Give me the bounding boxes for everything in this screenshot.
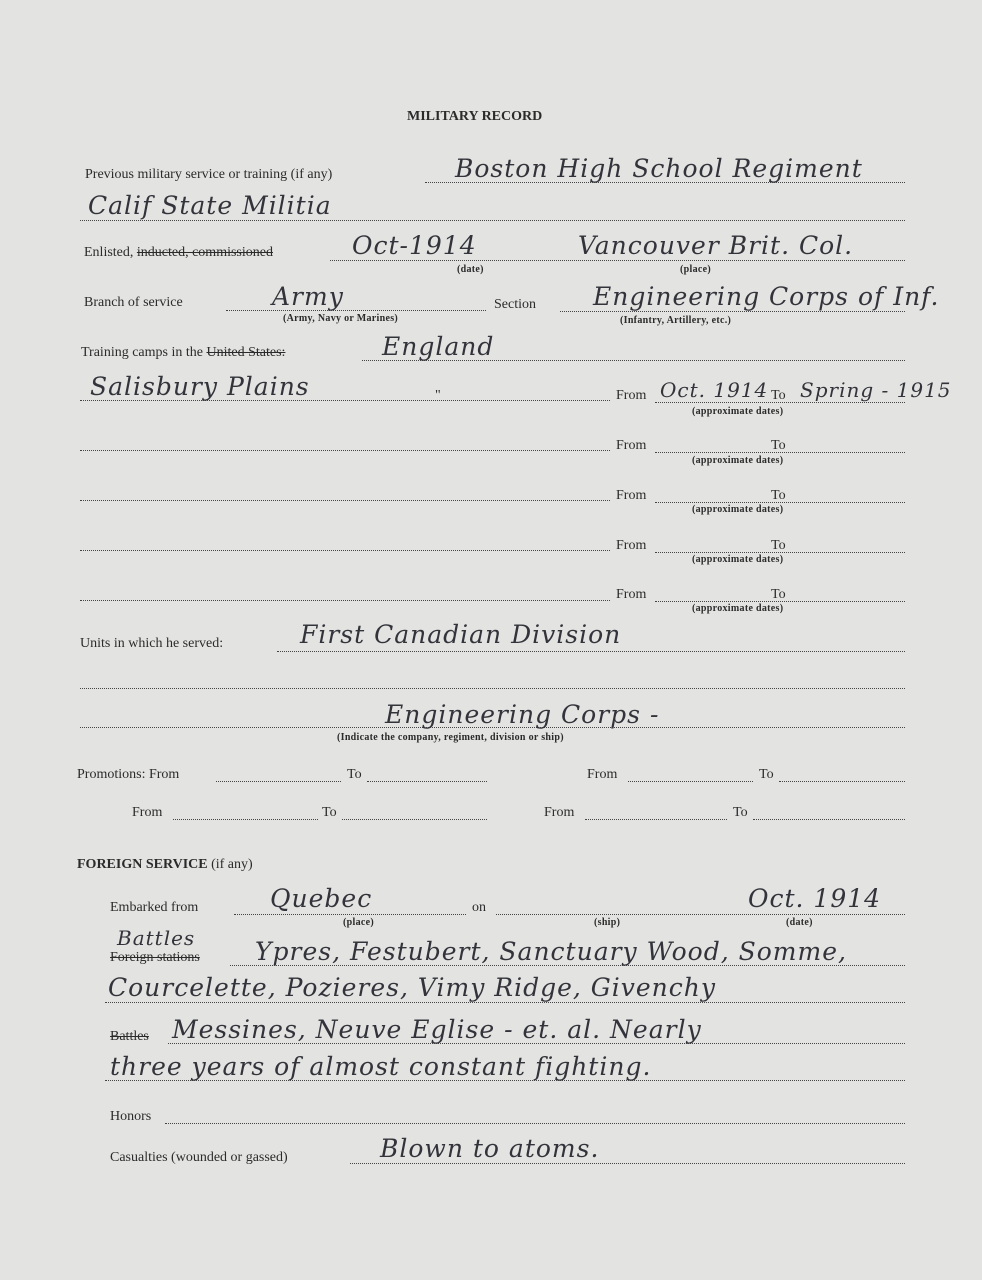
camp-4-from-label: From — [616, 538, 647, 553]
foreign-stations-label: Foreign stations — [110, 950, 200, 965]
battles-entry-4: three years of almost constant fighting. — [110, 1052, 652, 1081]
promotion-from-line-3 — [173, 819, 318, 820]
embarked-ship-date-line — [496, 914, 905, 915]
promotion-to-label-4: To — [733, 805, 748, 820]
ship-caption: (ship) — [594, 917, 621, 928]
form-title: MILITARY RECORD — [407, 109, 543, 124]
branch-line — [226, 310, 486, 311]
embarked-place-caption: (place) — [343, 917, 374, 928]
battles-label: Battles — [110, 1029, 149, 1044]
camp-line-4 — [80, 550, 610, 551]
promotion-to-line-1 — [367, 781, 487, 782]
camp-4-to-label: To — [771, 538, 786, 553]
promotion-to-label-2: To — [759, 767, 774, 782]
approx-dates-caption-3: (approximate dates) — [692, 504, 784, 515]
units-label: Units in which he served: — [80, 636, 224, 651]
camp-1-from-label: From — [616, 388, 647, 403]
foreign-service-heading-suffix: (if any) — [207, 857, 253, 872]
section-line — [560, 311, 905, 312]
embarked-label: Embarked from — [110, 900, 199, 915]
foreign-service-heading-bold: FOREIGN SERVICE — [77, 857, 208, 872]
prev-service-line-2 — [80, 220, 905, 221]
promotion-from-label-2: From — [587, 767, 618, 782]
camp-line-3 — [80, 500, 610, 501]
training-label-prefix: Training camps in the — [81, 345, 207, 360]
units-caption: (Indicate the company, regiment, division or ship) — [337, 732, 564, 743]
camp-3-from-label: From — [616, 488, 647, 503]
camp-line-5 — [80, 600, 610, 601]
units-line-2 — [80, 688, 905, 689]
branch-caption: (Army, Navy or Marines) — [283, 313, 399, 324]
camp-2-to-label: To — [771, 438, 786, 453]
battles-handwritten-label: Battles — [117, 926, 196, 950]
embarked-date-caption: (date) — [786, 917, 813, 928]
casualties-label: Casualties (wounded or gassed) — [110, 1150, 288, 1165]
promotion-to-label-1: To — [347, 767, 362, 782]
embarked-date-entry: Oct. 1914 — [748, 884, 882, 913]
promotion-to-line-2 — [779, 781, 905, 782]
camp-2-from-label: From — [616, 438, 647, 453]
section-entry: Engineering Corps of Inf. — [593, 282, 940, 311]
approx-dates-caption-2: (approximate dates) — [692, 455, 784, 466]
embarked-place-line — [234, 914, 466, 915]
approx-dates-caption-4: (approximate dates) — [692, 554, 784, 565]
prev-service-entry-2: Calif State Militia — [88, 191, 332, 220]
promotion-from-line-1 — [216, 781, 341, 782]
date-caption: (date) — [457, 264, 484, 275]
embarked-place-entry: Quebec — [270, 884, 373, 913]
enlisted-label-prefix: Enlisted, — [84, 245, 137, 260]
units-entry-1: First Canadian Division — [300, 620, 622, 649]
promotion-from-line-4 — [585, 819, 727, 820]
branch-entry: Army — [272, 282, 344, 311]
approx-dates-caption-1: (approximate dates) — [692, 406, 784, 417]
promotion-to-label-3: To — [322, 805, 337, 820]
training-country-entry: England — [382, 332, 495, 361]
units-entry-2: Engineering Corps - — [385, 700, 660, 729]
camp-5-to-label: To — [771, 587, 786, 602]
battles-entry-1: Ypres, Festubert, Sanctuary Wood, Somme, — [255, 937, 847, 966]
honors-line — [165, 1123, 905, 1124]
place-caption: (place) — [680, 264, 711, 275]
enlisted-line — [330, 260, 905, 261]
camp-5-from-label: From — [616, 587, 647, 602]
prev-service-label: Previous military service or training (if any) — [85, 167, 333, 182]
battles-entry-3: Messines, Neuve Eglise - et. al. Nearly — [172, 1015, 702, 1044]
promotion-from-label-4: From — [544, 805, 575, 820]
enlisted-label — [84, 245, 273, 261]
camp-line-2 — [80, 450, 610, 451]
training-label — [81, 345, 285, 361]
branch-label: Branch of service — [84, 295, 183, 310]
camp-3-to-label: To — [771, 488, 786, 503]
battles-entry-2: Courcelette, Pozieres, Vimy Ridge, Givenchy — [108, 973, 717, 1002]
camp-1-from-entry: Oct. 1914 — [660, 378, 769, 402]
camp-1-to-entry: Spring - 1915 — [800, 378, 952, 402]
foreign-service-heading — [77, 857, 253, 873]
training-label-struck: United States: — [206, 345, 286, 360]
section-caption: (Infantry, Artillery, etc.) — [620, 315, 732, 326]
honors-label: Honors — [110, 1109, 152, 1124]
enlisted-label-struck: inducted, commissioned — [136, 245, 273, 260]
promotion-to-line-4 — [753, 819, 905, 820]
promotion-to-line-3 — [342, 819, 487, 820]
battles-line-2 — [105, 1002, 905, 1003]
prev-service-entry-1: Boston High School Regiment — [455, 154, 863, 183]
camp-1-entry: Salisbury Plains — [90, 372, 310, 401]
camp-1-ditto-mark: " — [435, 388, 441, 403]
camp-1-to-label: To — [771, 388, 786, 403]
casualties-entry: Blown to atoms. — [380, 1134, 600, 1163]
promotion-from-label-3: From — [132, 805, 163, 820]
units-line-1 — [277, 651, 905, 652]
casualties-line — [350, 1163, 905, 1164]
section-label: Section — [494, 297, 536, 312]
enlisted-date-entry: Oct-1914 — [352, 231, 477, 260]
approx-dates-caption-5: (approximate dates) — [692, 603, 784, 614]
promotions-label: Promotions: From — [77, 767, 180, 782]
promotion-from-line-2 — [628, 781, 753, 782]
enlisted-place-entry: Vancouver Brit. Col. — [578, 231, 854, 260]
on-label: on — [472, 900, 486, 915]
